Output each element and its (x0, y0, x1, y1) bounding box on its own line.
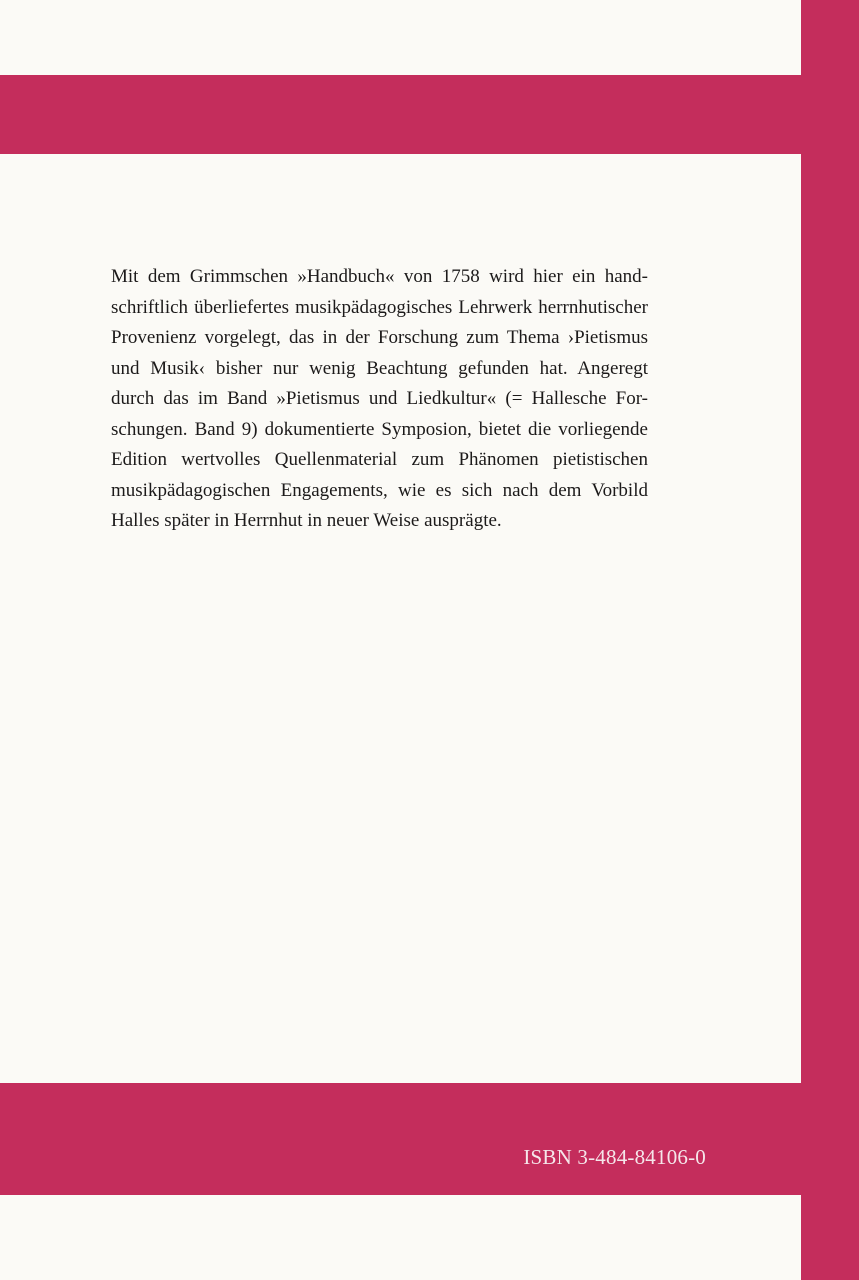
cover-blurb (111, 262, 648, 537)
isbn-number: ISBN 3-484-84106-0 (523, 1145, 706, 1169)
blurb-line: Edition wertvolles Quellenmaterial zum Phänomen pietistischen (111, 449, 648, 470)
blurb-line: und Musik‹ bisher nur wenig Beachtung gefunden hat. Angeregt (111, 357, 648, 379)
top-color-band (0, 75, 859, 154)
bottom-color-band (0, 1083, 859, 1195)
blurb-line: durch das im Band »Pietismus und Liedkultur« (= Hallesche For- (111, 388, 648, 409)
blurb-line: Provenienz vorgelegt, das in der Forschung zum Thema ›Pietismus (111, 327, 648, 348)
blurb-line: schriftlich überliefertes musikpädagogisches Lehrwerk herrnhutischer (111, 296, 648, 318)
blurb-line: Halles später in Herrnhut in neuer Weise ausprägte. (111, 510, 502, 531)
blurb-line: schungen. Band 9) dokumentierte Symposion, bietet die vorliegende (111, 418, 648, 440)
blurb-line: Mit dem Grimmschen »Handbuch« von 1758 wird hier ein hand- (111, 266, 648, 287)
blurb-line: musikpädagogischen Engagements, wie es sich nach dem Vorbild (111, 479, 648, 501)
